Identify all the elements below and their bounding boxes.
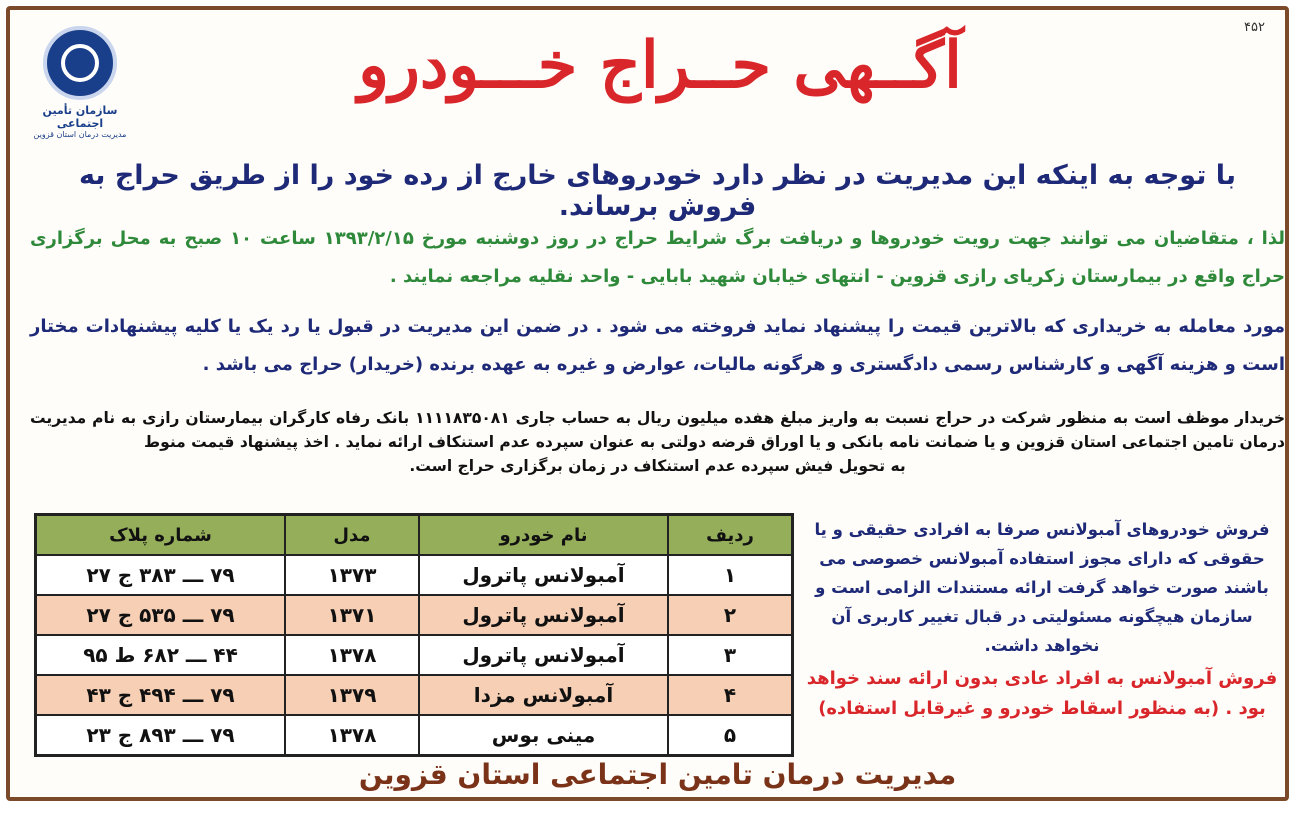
header-plate: شماره پلاک bbox=[36, 515, 286, 556]
logo-sub-name: مدیریت درمان استان قزوین bbox=[33, 130, 127, 139]
paragraph-deposit-end: به تحویل فیش سپرده عدم استنکاف در زمان برگزاری حراج است. bbox=[409, 457, 906, 475]
cell-plate: ۷۹ ـــ ۳۸۳ ج ۲۷ bbox=[36, 555, 286, 595]
paragraph-deposit bbox=[30, 406, 1285, 478]
cell-model: ۱۳۷۸ bbox=[285, 715, 419, 756]
cell-vehicle-name: آمبولانس پاترول bbox=[419, 555, 668, 595]
advertisement-frame bbox=[6, 6, 1289, 801]
side-notes bbox=[802, 515, 1282, 724]
header-model: مدل bbox=[285, 515, 419, 556]
paragraph-deposit-main: خریدار موظف است به منظور شرکت در حراج نسبت به واریز مبلغ هفده میلیون ریال به حساب جاری ۱۱۱۱۸۳۵۰۸۱ بانک رفاه کارگران بیمارستان رازی به نام مدیریت درمان تامین اجتماعی استان قزوین و یا ضمانت نامه بانکی و یا اوراق قرضه دولتی به عنوان سپرده عدم استنکاف ارائه نماید . اخذ پیشنهاد قیمت منوط bbox=[30, 409, 1285, 451]
cell-model: ۱۳۷۸ bbox=[285, 635, 419, 675]
cell-row-number: ۳ bbox=[668, 635, 793, 675]
table-row bbox=[36, 635, 793, 675]
header-row-number: ردیف bbox=[668, 515, 793, 556]
cell-row-number: ۲ bbox=[668, 595, 793, 635]
organization-logo bbox=[30, 26, 130, 139]
table-row bbox=[36, 675, 793, 715]
logo-emblem-icon bbox=[43, 26, 117, 100]
table-row bbox=[36, 595, 793, 635]
cell-model: ۱۳۷۹ bbox=[285, 675, 419, 715]
cell-vehicle-name: آمبولانس پاترول bbox=[419, 595, 668, 635]
cell-plate: ۷۹ ـــ ۵۳۵ ج ۲۷ bbox=[36, 595, 286, 635]
logo-org-name: سازمان تأمین اجتماعی bbox=[42, 104, 118, 130]
cell-vehicle-name: آمبولانس مزدا bbox=[419, 675, 668, 715]
subtitle: با توجه به اینکه این مدیریت در نظر دارد خودروهای خارج از رده خود را از طریق حراج به فروش برساند. bbox=[78, 160, 1237, 222]
cell-model: ۱۳۷۳ bbox=[285, 555, 419, 595]
cell-row-number: ۱ bbox=[668, 555, 793, 595]
side-note: فروش خودروهای آمبولانس صرفا به افرادی حقیقی و یا حقوقی که دارای مجوز استفاده آمبولانس خصوصی می باشند صورت خواهد گرفت ارائه مستندات الزامی است و سازمان هیچگونه مسئولیتی در قبال تغییر کاربری آن نخواهد داشت. bbox=[814, 520, 1270, 655]
header-vehicle-name: نام خودرو bbox=[419, 515, 668, 556]
cell-plate: ۷۹ ـــ ۸۹۳ ج ۲۳ bbox=[36, 715, 286, 756]
paragraph-terms: مورد معامله به خریداری که بالاترین قیمت را پیشنهاد نماید فروخته می شود . در ضمن این مدیریت در قبول یا رد یک یا کلیه پیشنهادات مختار است و هزینه آگهی و کارشناس رسمی دادگستری و هرگونه مالیات، عوارض و غیره به عهده برنده (خریدار) حراج می باشد . bbox=[30, 316, 1285, 375]
cell-model: ۱۳۷۱ bbox=[285, 595, 419, 635]
vehicles-table bbox=[34, 513, 794, 757]
cell-plate: ۷۹ ـــ ۴۹۴ ج ۴۳ bbox=[36, 675, 286, 715]
cell-row-number: ۴ bbox=[668, 675, 793, 715]
cell-vehicle-name: آمبولانس پاترول bbox=[419, 635, 668, 675]
page-title: آگــهی حــراج خـــودرو bbox=[358, 28, 962, 103]
table-row bbox=[36, 715, 793, 756]
table-row bbox=[36, 555, 793, 595]
table-header-row bbox=[36, 515, 793, 556]
cell-vehicle-name: مینی بوس bbox=[419, 715, 668, 756]
side-warning: فروش آمبولانس به افراد عادی بدون ارائه سند خواهد بود . (به منظور اسقاط خودرو و غیرقابل استفاده) bbox=[806, 668, 1278, 719]
cell-plate: ۴۴ ـــ ۶۸۲ ط ۹۵ bbox=[36, 635, 286, 675]
page-number: ۴۵۲ bbox=[1244, 20, 1265, 35]
paragraph-inspection: لذا ، متقاضیان می توانند جهت رویت خودروها و دریافت برگ شرایط حراج در روز دوشنبه مورخ ۱۳۹۳/۲/۱۵ ساعت ۱۰ صبح به محل برگزاری حراج واقع در بیمارستان زکریای رازی قزوین - انتهای خیابان شهید بابایی - واحد نقلیه مراجعه نمایند . bbox=[30, 228, 1285, 287]
footer-organization: مدیریت درمان تامین اجتماعی استان قزوین bbox=[358, 758, 957, 791]
cell-row-number: ۵ bbox=[668, 715, 793, 756]
